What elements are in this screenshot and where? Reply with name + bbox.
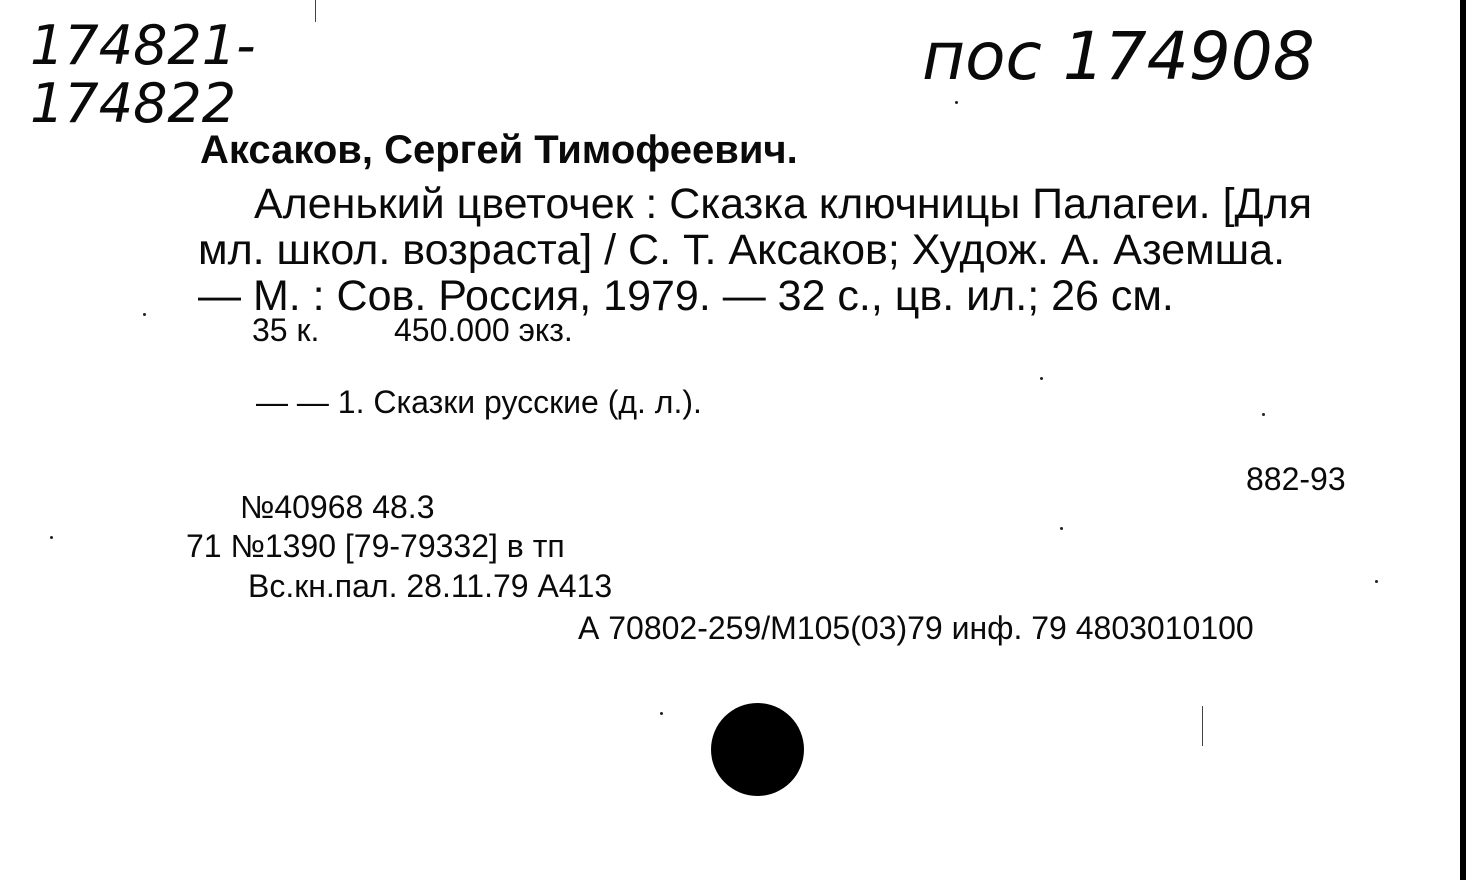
card-number-right: 882-93 (1246, 461, 1346, 497)
speck (1375, 580, 1378, 583)
code-line-a: №40968 48.3 (240, 489, 435, 525)
speck (1040, 377, 1043, 380)
punch-hole (711, 703, 804, 796)
speck (1060, 527, 1063, 530)
fold-mark (1202, 706, 1203, 746)
title-line-1: Аленький цветочек : Сказка ключницы Палагеи. [Для (254, 180, 1313, 228)
code-line-b: 71 №1390 [79-79332] в тп (186, 528, 565, 564)
print-run: 450.000 экз. (394, 312, 573, 348)
handwritten-call-numbers-line1: 174821- (30, 14, 256, 77)
speck (955, 101, 958, 104)
fold-mark (315, 0, 316, 22)
speck (50, 536, 53, 539)
speck (143, 313, 146, 316)
speck (660, 712, 663, 715)
title-line-2: мл. школ. возраста] / С. Т. Аксаков; Худож. А. Аземша. (198, 226, 1286, 274)
handwritten-call-numbers-line2: 174822 (30, 72, 237, 135)
imprint-line: — М. : Сов. Россия, 1979. — 32 с., цв. ил.; 26 см. (198, 272, 1174, 320)
author-heading: Аксаков, Сергей Тимофеевич. (200, 128, 798, 172)
code-line-c: Вс.кн.пал. 28.11.79 А413 (248, 568, 613, 604)
handwritten-inventory-number: пос 174908 (922, 18, 1315, 95)
subject-heading: — — 1. Сказки русские (д. л.). (256, 384, 702, 420)
price: 35 к. (252, 312, 320, 348)
code-line-d: А 70802-259/М105(03)79 инф. 79 4803010100 (578, 610, 1254, 646)
speck (1262, 413, 1265, 416)
